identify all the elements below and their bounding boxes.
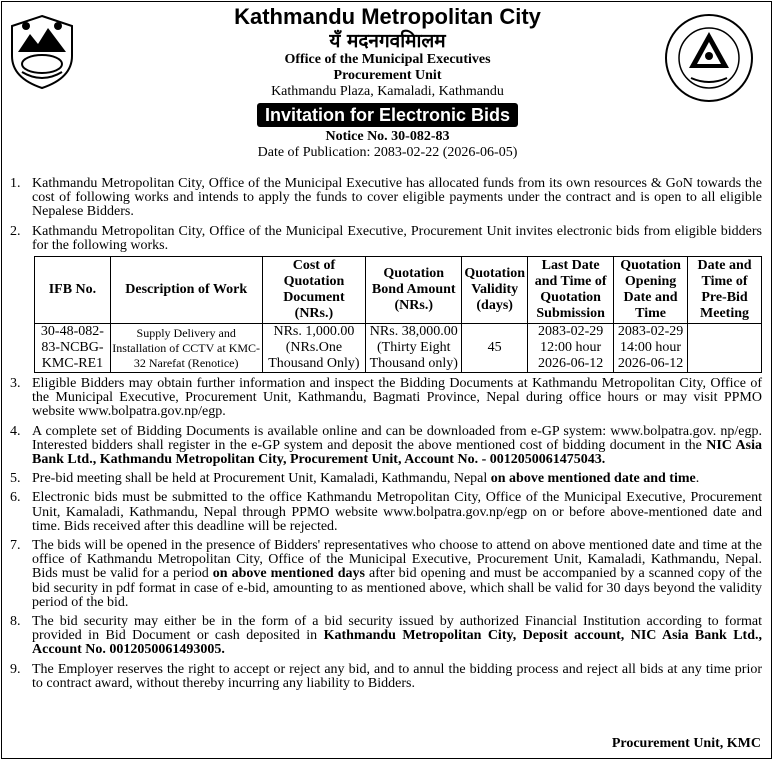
notice-body xyxy=(10,177,762,696)
notice-header xyxy=(0,4,775,160)
list-item: 5. Pre-bid meeting shall be held at Procurement Unit, Kamaladi, Kathmandu, Nepal on above mentioned date and time. xyxy=(10,471,700,487)
page-title: Kathmandu Metropolitan City xyxy=(234,4,541,29)
address: Kathmandu Plaza, Kamaladi, Kathmandu xyxy=(271,84,504,99)
unit-name: Procurement Unit xyxy=(333,68,442,83)
table-row: 30-48-082-83-NCBG-KMC-RE1 Supply Delivery and Installation of CCTV at KMC-32 Narefat (Renotice) NRs. 1,000.00 (NRs.One Thousand Only) NRs. 38,000.00 (Thirty Eight Thousand only) 45 2083-02-29 12:00 hour 2026-06-12 2083-02-29 14:00 hour 2026-06-12 xyxy=(35,324,762,373)
list-item: 3. Eligible Bidders may obtain further information and inspect the Bidding Documents at Kathmandu Metropolitan City, Office of the Municipal Executive, Procurement Unit, Kathmandu, Bagmati Province, Nepal during office hours or may visit PPMO website www.bolpatra.gov.np/egp. xyxy=(10,376,762,420)
list-item: 8. The bid security may either be in the form of a bid security issued by authorized Financial Institution according to format provided in Bid Document or cash deposited in Kathmandu Metropolitan City, Deposit account, NIC Asia Bank Ltd., Account No. 0012050061493005. xyxy=(10,614,762,658)
nepali-title: यँ मदनगवमािलम xyxy=(329,30,446,52)
office-name: Office of the Municipal Executives xyxy=(284,52,491,67)
list-item: 9. The Employer reserves the right to accept or reject any bid, and to annul the bidding process and reject all bids at any time prior to contract award, without thereby incurring any liability to Bidders. xyxy=(10,661,762,691)
list-item: 7. The bids will be opened in the presence of Bidders' representatives who choose to attend on above mentioned date and time at the office of Kathmandu Metropolitan City, Office of the Municipal Executive, Procurement Unit, Kamaladi, Kathmandu, Nepal. Bids must be valid for a period on above mentioned days after bid opening and must be accompanied by a scanned copy of the bid security in pdf format in case of e-bid, amounting to as mentioned above, which shall be valid for 30 days beyond the validity period of the bid. xyxy=(10,538,762,610)
table-header-row: IFB No. Description of Work Cost of Quotation Document (NRs.) Quotation Bond Amount (NRs.) Quotation Validity (days) Last Date and Time of Quotation Submission Quotation Opening Date and Time Date and Time of Pre-Bid Meeting xyxy=(35,257,762,324)
list-item: 4. A complete set of Bidding Documents is available online and can be downloaded from e-GP system: www.bolpatra.gov. np/egp. Interested bidders shall register in the e-GP system and deposit the above mentioned cost of bidding document in the NIC Asia Bank Ltd., Kathmandu Metropolitan City, Procurement Unit, Account No. - 0012050061475043. xyxy=(10,423,762,468)
list-item: 1. Kathmandu Metropolitan City, Office of the Municipal Executive has allocated funds from its own resources & GoN towards the cost of following works and intends to apply the funds to cover eligible payments under the contract and is open to all eligible Nepalese Bidders. xyxy=(10,176,762,220)
publication-date: Date of Publication: 2083-02-22 (2026-06-05) xyxy=(257,145,518,160)
signoff: Procurement Unit, KMC xyxy=(611,736,761,751)
works-table xyxy=(34,256,762,373)
list-item: 6. Electronic bids must be submitted to the office Kathmandu Metropolitan City, Office of the Municipal Executive, Procurement Unit, Kamaladi, Kathmandu, Nepal through PPMO website www.bolpatra.gov.np/egp on or before above-mentioned date and time. Bids received after this deadline will be rejected. xyxy=(10,490,762,534)
notice-number: Notice No. 30-082-83 xyxy=(325,129,450,144)
list-item: 2. Kathmandu Metropolitan City, Office of the Municipal Executive, Procurement Unit invites electronic bids from eligible bidders for the following works. xyxy=(10,223,762,253)
invitation-banner: Invitation for Electronic Bids xyxy=(257,103,518,127)
